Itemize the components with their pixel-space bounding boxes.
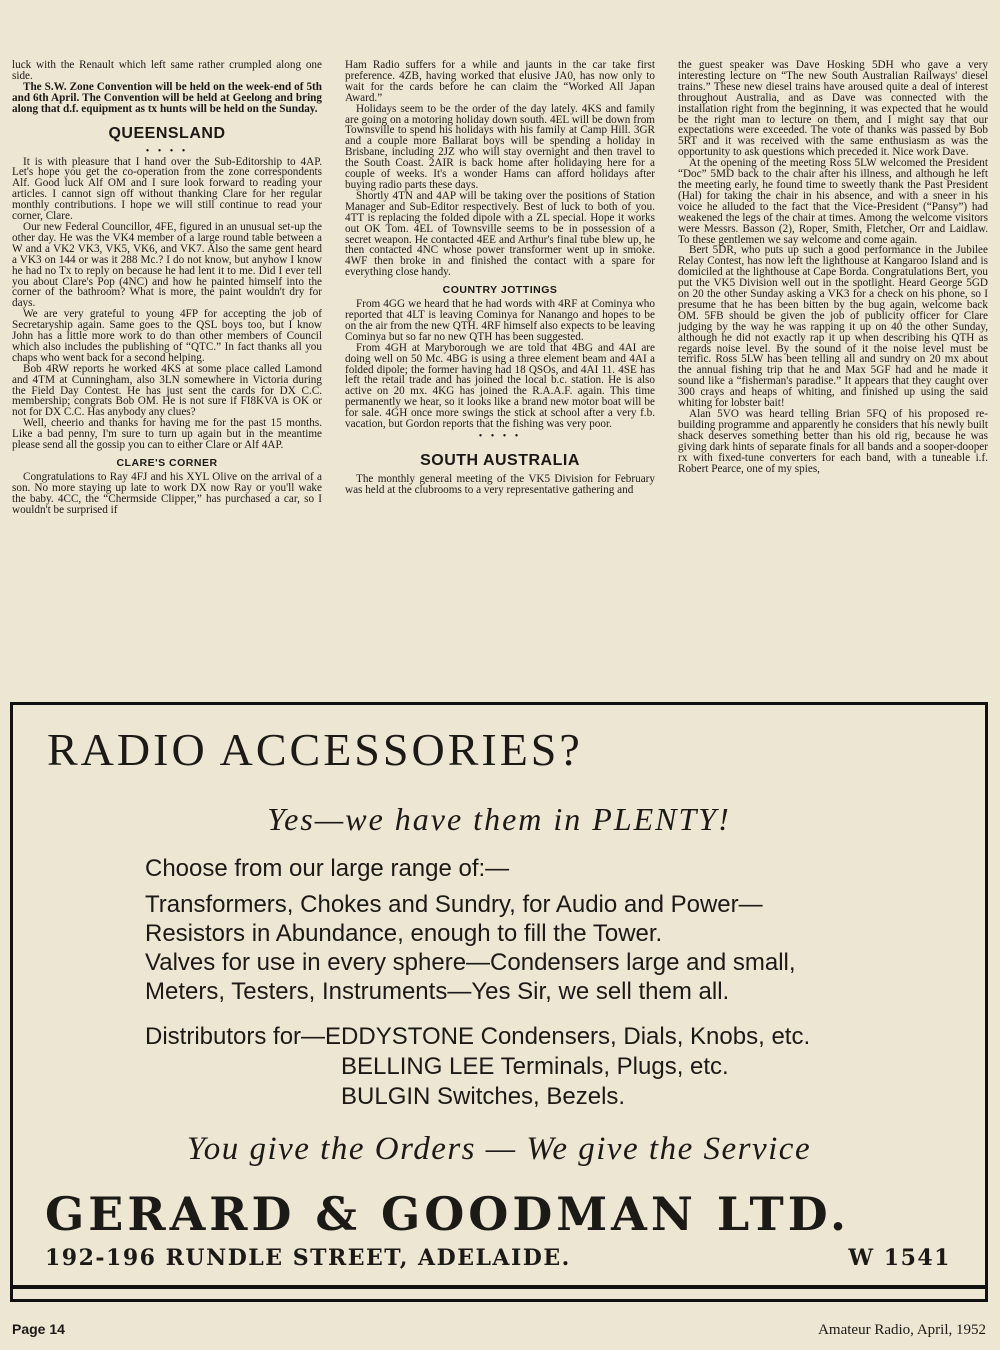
ad-distributors: Distributors for—EDDYSTONE Condensers, Dials, Knobs, etc. [145, 1023, 811, 1050]
paragraph: Our new Federal Councillor, 4FE, figured in an unusual set-up the other day. He was the VK4 member of a large round table between a W and a VK2 VK3, VK5, VK6, and VK7. Also the same gent heard a VK3 on 144 or was it 288 Mc.? I do not know, but anyhow I know he had no Tx to reply on because he had lent it to me. Did I ever tell you about Clare's Pop (4NC) and how he painted himself into the corner of the bathroom? What is more, the paint wouldn't dry for days. [12, 220, 322, 310]
section-heading-queensland: QUEENSLAND [108, 124, 226, 142]
paragraph: The monthly general meeting of the VK5 Division for February was held at the clubrooms to a very representative gathering and [345, 473, 655, 496]
publication-info: Amateur Radio, April, 1952 [818, 1322, 986, 1338]
paragraph: At the opening of the meeting Ross 5LW welcomed the President “Doc” 5MD back to the chair after his illness, and although he left the meeting early, he found time to sweetly thank the Past President (Hal) for taking the chair in his absence, and with a sneer in his voice he alluded to the fact that the Vice-President (“Pansy”) had weakened the legs of the chair at times. Among the welcome visitors were Messrs. Basson (2), Roper, Smith, Fletcher, Orr and Laidlaw. To these gentlemen we say welcome and come again. [678, 157, 988, 246]
paragraph: Ham Radio suffers for a while and jaunts in the car take first preference. 4ZB, having worked that elusive JA0, has now only to wait for the cards before he can claim the “Worked All Japan Award.” [345, 60, 655, 104]
column-2 [345, 60, 655, 700]
ad-company-name: GERARD & GOODMAN LTD. [45, 1187, 851, 1241]
paragraph: We are very grateful to young 4FP for accepting the job of Secretaryship again. Same goes to the QSL boys too, but I know John has a little more work to do than other members of Council which also includes the publishing of “QTC.” In fact thanks all you chaps who went back for a second helping. [12, 308, 322, 364]
paragraph: From 4GG we heard that he had words with 4RF at Cominya who reported that 4LT is leaving Cominya for Nanango and hopes to be on the air from the new QTH. 4RF himself also expects to be leaving Cominya but so far no new QTH has been suggested. [345, 298, 655, 343]
column-1 [12, 60, 322, 700]
paragraph: It is with pleasure that I hand over the Sub-Editorship to 4AP. Let's hope you get the co-operation from the zone correspondents Alf. Good luck Alf OM and I sure look forward to reading your articles. I cannot sign off without thanking Clare for her regular monthly contributions. I hope we will still continue to read your corner, Clare. [12, 155, 322, 223]
ad-product-line: Resistors in Abundance, enough to fill the Tower. [145, 920, 663, 947]
page-number: Page 14 [12, 1321, 65, 1337]
paragraph: From 4GH at Maryborough we are told that 4BG and 4AI are doing well on 50 Mc. 4BG is using a three element beam and 4AI a folded dipole; the former having had 18 QSOs, and 4AI 11. 4SE has left the retail trade and has joined the local b.c. station. He is also active on 20 mx. 4KG has joined the R.A.A.F. again. This time permanently we hear, so it looks like a brand new motor boat will be for sale. 4GH once more swings the stick at school after a very f.b. vacation, but Gordon reports that the fishing was very poor. [345, 341, 655, 431]
ad-subtitle: Yes—we have them in PLENTY! [267, 801, 731, 837]
paragraph: Bert 5DR, who puts up such a good performance in the Jubilee Relay Contest, has now left the lighthouse at Kangaroo Island and is domiciled at the lighthouse at Cape Borda. Congratulations Bert, you put the VK5 Division well out in the spotlight. Heard George 5GD on 20 the other Sunday asking a VK3 for a check on his phone, so I presume that he has been bitten by the bug again, welcome back OM. 5FB should be given the job of publicity officer for Clare judging by the way he was rapping it up on 40 the other Sunday, although he did not exactly rap it up when describing his QTH as regards noise level. By the sound of it the noise level must be terrific. Ross 5LW has been telling all and sundry on 20 mx about the annual fishing trip that he and Max 5GF had and he made it sound like a “fisherman's paradise.” It appears that they caught over 300 crays and heaps of whiting, and finished up using the said whiting for lobster bait! [678, 244, 988, 410]
advertisement [10, 702, 988, 1302]
section-heading-south-australia: SOUTH AUSTRALIA [420, 452, 580, 469]
ad-product-line: Transformers, Chokes and Sundry, for Audio and Power— [145, 891, 763, 918]
ad-product-line: Valves for use in every sphere—Condensers large and small, [145, 949, 796, 976]
subheading-country-jottings: COUNTRY JOTTINGS [442, 284, 558, 297]
ad-title: RADIO ACCESSORIES? [47, 724, 583, 775]
paragraph: Holidays seem to be the order of the day lately. 4KS and family are going on a motoring holiday down south. 4EL will be down from Townsville to spend his holidays with his family at Camp Hill. 3GR and a couple more Ballarat boys will be spending a holiday in Brisbane, including 2JZ who will stay overnight and then travel to the South Coast. 2AIR is back home after holidaying here for a couple of weeks. It's a wonder Hams can afford holidays after buying radio parts these days. [345, 102, 655, 191]
ad-distributors: BELLING LEE Terminals, Plugs, etc. [341, 1053, 729, 1080]
ad-intro: Choose from our large range of:— [145, 855, 510, 882]
paragraph: Shortly 4TN and 4AP will be taking over the positions of Station Manager and Sub-Editor respectively. Best of luck to both of you. 4TT is replacing the folded dipole with a ZL special. Hope it works out OK Tom. 4EL of Townsville seems to be in possession of a secret weapon. He contacted 4EE and Arthur's final tube blew up, he then contacted 4NC whose power transformer went up in smoke. 4WF then broke in and finished the contact with a spare for everything close handy. [345, 189, 655, 279]
subheading-clares-corner: CLARE'S CORNER [116, 457, 218, 469]
section-divider: • • • • [478, 431, 522, 442]
paragraph: Congratulations to Ray 4FJ and his XYL Olive on the arrival of a son. No more staying up late to work DX now Ray or you'll wake the baby. 4CC, the “Chermside Clipper,” has purchased a car, so I wouldn't be surprised if [12, 471, 322, 516]
article-columns [12, 60, 988, 700]
paragraph: Well, cheerio and thanks for having me for the past 15 months. Like a bad penny, I'm sure to turn up again but in the meantime please send all the gossip you can to either Clare or Alf 4AP. [12, 417, 322, 452]
ad-product-line: Meters, Testers, Instruments—Yes Sir, we sell them all. [145, 978, 730, 1005]
ad-distributors: BULGIN Switches, Bezels. [341, 1083, 626, 1110]
section-divider: • • • • [145, 145, 189, 157]
convention-notice: The S.W. Zone Convention will be held on the week-end of 5th and 6th April. The Convention will be held at Geelong and bring along that d.f. equipment as tx hunts will be held on the Sunday. [12, 80, 322, 115]
ad-phone: W 1541 [848, 1245, 951, 1271]
paragraph: Bob 4RW reports he worked 4KS at some place called Lamond and 4TM at Cunningham, also 3LN somewhere in Victoria during the Field Day Contest. He has just sent the cards for DX C.C. membership; congrats Bob OM. He is not sure if FI8KVA is OK or not for DX C.C. Has anybody any clues? [12, 362, 322, 419]
ad-slogan: You give the Orders — We give the Service [186, 1131, 812, 1167]
paragraph: the guest speaker was Dave Hosking 5DH who gave a very interesting lecture on “The new South Australian Railways' diesel trains.” These new diesel trains have aroused quite a deal of interest throughout Australia, and as Dave was connected with the installation right from the beginning, it was expected that he would be the right man to lecture on them, and I might say that our expectations were exceeded. The vote of thanks was passed by Bob 5RT and it was received with the same enthusiasm as was the opportunity to ask questions which preceded it. Nice work Dave. [678, 60, 988, 159]
ad-bottom-rule [13, 1285, 985, 1289]
column-3 [678, 60, 988, 700]
paragraph: Alan 5VO was heard telling Brian 5FQ of his proposed re-building programme and apparently he considers that his newly built shack deserves something better than his old rig, because he was giving dark hints of separate finals for all bands and a sooper-dooper rx with fixed-tune converters for each band, with a tuneable i.f. Robert Pearce, one of my spies, [678, 408, 988, 475]
paragraph: luck with the Renault which left same rather crumpled along one side. [12, 60, 322, 82]
ad-address: 192-196 RUNDLE STREET, ADELAIDE. [45, 1245, 571, 1271]
